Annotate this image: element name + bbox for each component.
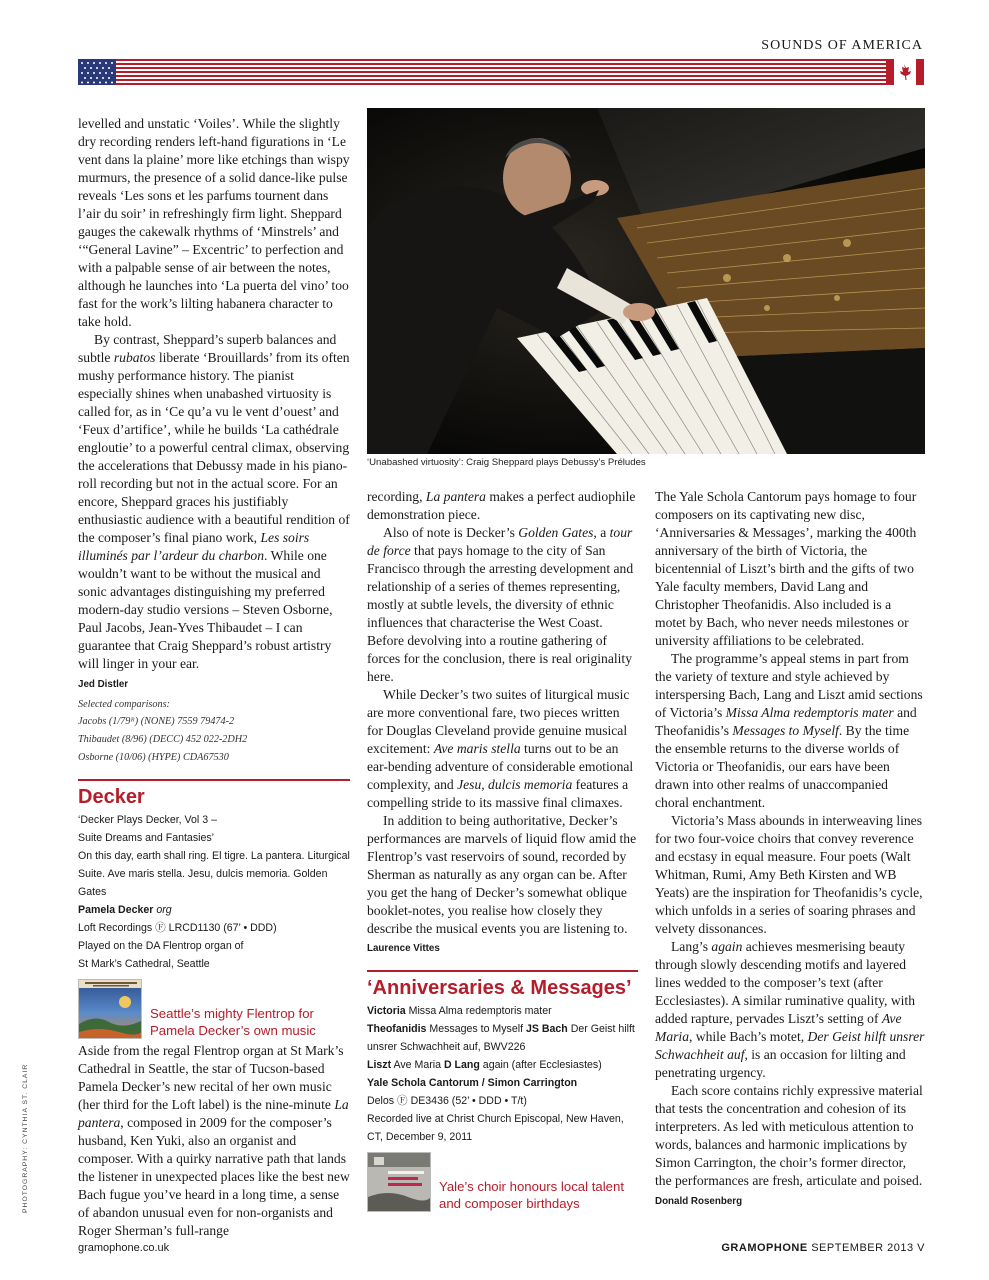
body-paragraph: By contrast, Sheppard’s superb balances and subtle rubatos liberate ‘Brouillards’ from its often mushy performance history. The pianist especially shines when unabashed virtuosity is called for, as in ‘Ce qu’a vu le vent d’ouest’ and ‘Feux d’artifice’, while he builds ‘La cathédrale engloutie’ to a powerful central climax, observing the accelerations that Debussy made in his piano-roll recording but not in the actual score. For an encore, Sheppard graces his justifiably enthusiastic audience with a beautiful rendition of the composer’s final piano work, Les soirs illuminés par l’ardeur du charbon. While one wouldn’t want to be without the musical and sonic advantages distinguishing my preferred modern-day studio versions – Steven Osborne, Paul Jacobs, Jean-Yves Thibaudet – I can guarantee that Craig Sheppard’s robust artistry will linger in your ear.: [78, 332, 350, 671]
album-label: Loft Recordings Ⓕ LRCD1130 (67’ • DDD): [78, 922, 277, 934]
column-left: [78, 115, 350, 1240]
canada-flag-icon: [886, 59, 924, 85]
review-header-decker: [78, 779, 350, 809]
comparisons-heading: Selected comparisons:: [78, 699, 170, 710]
reviewer-byline: Laurence Vittes: [367, 943, 440, 954]
us-flag-canton-icon: [78, 59, 116, 85]
review-title: ‘Anniversaries & Messages’: [367, 977, 632, 999]
body-paragraph: recording, La pantera makes a perfect audiophile demonstration piece.: [367, 489, 636, 522]
body-paragraph: In addition to being authoritative, Decker’s performances are marvels of liquid flow amid the Flentrop’s vast reservoirs of sound, recorded by Sherman as naturally as any organ can be. After you get the hang of Decker’s somewhat oblique booklet-notes, you realise how closely they describe the musical events you are listening to. Laurence Vittes: [367, 813, 637, 954]
review-title: Decker: [78, 786, 145, 808]
comparison-item: Jacobs (1/79ᴿ) (NONE) 7559 79474-2: [78, 716, 235, 727]
comparison-item: Thibaudet (8/96) (DECC) 452 022-2DH2: [78, 734, 248, 745]
album-cover-row: [367, 1152, 638, 1212]
album-cover-row: [78, 979, 350, 1039]
album-venue: St Mark’s Cathedral, Seattle: [78, 958, 210, 970]
album-info: [78, 811, 350, 973]
issue-date: SEPTEMBER 2013: [807, 1242, 918, 1254]
photo-caption: ‘Unabashed virtuosity’: Craig Sheppard plays Debussy’s Préludes: [367, 457, 646, 468]
review-header-anniversaries: [367, 970, 638, 1000]
website-footer: gramophone.co.uk: [78, 1242, 170, 1254]
album-cover-image: [78, 979, 142, 1039]
album-info: [367, 1002, 638, 1146]
album-cover-image: [367, 1152, 431, 1212]
body-paragraph: Aside from the regal Flentrop organ at St Mark’s Cathedral in Seattle, the star of Tucson-based Pamela Decker’s new recital of her own music (her third for the Loft label) is the nine-minute La pantera, composed in 2009 for the composer’s husband, Ken Yuki, also an organist and composer. With a quirky narrative path that lands the listener in unexpected places like the best new Bach fugue you’ve heard in a long time, a sense of abandon unusual even for non-organists and Roger Sherman’s full-range: [78, 1043, 350, 1238]
album-works: On this day, earth shall ring. El tigre. La pantera. Liturgical Suite. Ave maris stella. Jesu, dulcis memoria. Golden Gates: [78, 850, 350, 898]
reviewer-byline: Donald Rosenberg: [655, 1196, 743, 1207]
body-paragraph: While Decker’s two suites of liturgical music are more conventional fare, two pieces written for Douglas Cleveland provide genuine musical excitement: Ave maris stella turns out to be an ear-bending adventure of considerable emotional complexity, and Jesu, dulcis memoria features a compelling stride to its massive final climaxes.: [367, 687, 634, 810]
album-venue: Played on the DA Flentrop organ of: [78, 940, 244, 952]
album-artist: Pamela Decker org: [78, 904, 172, 916]
album-title-line: ‘Decker Plays Decker, Vol 3 –: [78, 814, 217, 826]
review-teaser: Seattle’s mighty Flentrop for Pamela Decker’s own music: [150, 1006, 316, 1038]
album-label: Delos Ⓕ DE3436 (52’ • DDD • T/t): [367, 1095, 527, 1107]
reviewer-byline: Jed Distler: [78, 679, 129, 690]
issue-footer: [721, 1242, 925, 1254]
body-paragraph: Lang’s again achieves mesmerising beauty through slowly descending motifs and layered lines wedded to the composer’s text (after Ecclesiastes). A similar ruminative quality, with added rapture, pervades Liszt’s setting of Ave Maria, while Bach’s motet, Der Geist hilft unsrer Schwachheit auf, is an occasion for lilting and penetrating urgency.: [655, 939, 925, 1080]
review-teaser: Yale’s choir honours local talent and composer birthdays: [439, 1179, 624, 1211]
album-title-line: Suite Dreams and Fantasies’: [78, 832, 215, 844]
pianist-photo: [367, 108, 925, 454]
photo-credit: PHOTOGRAPHY: CYNTHIA ST. CLAIR: [22, 1063, 29, 1213]
body-paragraph: Each score contains richly expressive material that tests the concentration and cohesion of its interpreters. As led with meticulous attention to words, balances and harmonic implications by Simon Carrington, the choir’s former director, the performances are fresh, articulate and poised.: [655, 1083, 923, 1188]
comparison-item: Osborne (10/06) (HYPE) CDA67530: [78, 752, 229, 763]
column-middle: [367, 488, 638, 1215]
album-artist: Yale Schola Cantorum / Simon Carrington: [367, 1077, 578, 1089]
album-works: Theofanidis Messages to Myself JS Bach Der Geist hilft unsrer Schwachheit auf, BWV226: [367, 1023, 635, 1053]
body-paragraph: Victoria’s Mass abounds in interweaving lines for two four-voice choirs that convey reverence and ecstasy in equal measure. Four poets (Walt Whitman, Rumi, Amy Beth Kirsten and WB Yeats) are the inspiration for Theofanidis’s cycle, which unfolds in a series of soaring phrases and velvety dissonances.: [655, 813, 923, 936]
column-right: [655, 488, 925, 1210]
page-number: V: [917, 1242, 925, 1254]
body-paragraph: The Yale Schola Cantorum pays homage to four composers on its captivating new disc, ‘Anniversaries & Messages’, marking the 400th anniversary of the birth of Victoria, the bicentennial of Liszt’s birth and the gifts of two Yale faculty members, David Lang and Christopher Theofanidis. Also included is a motet by Bach, who never needs milestones or university affiliations to be celebrated.: [655, 489, 917, 648]
body-paragraph: levelled and unstatic ‘Voiles’. While the slightly dry recording renders left-hand figurations in ‘Le vent dans la plaine’ more like etchings than wispy murmurs, the presence of a solid dance-like pulse reveals ‘Les sons et les parfums tournent dans l’air du soir’ in refreshingly firm light. Sheppard gauges the cakewalk rhythms of ‘Minstrels’ and ‘“General Lavine” – Excentric’ to perfection and with a palpable sense of air between the notes, although he launches into ‘La puerta del vino’ too fast for the work’s lilting habanera character to take hold.: [78, 116, 350, 329]
section-title: SOUNDS OF AMERICA: [761, 38, 923, 53]
body-paragraph: The programme’s appeal stems in part from the variety of texture and style achieved by interspersing Bach, Lang and Liszt amid sections of Victoria’s Missa Alma redemptoris mater and Theofanidis’s Messages to Myself. By the time the ensemble returns to the diverse worlds of Victoria or Theofanidis, our ears have been drawn into other realms of unaccompanied choral enchantment.: [655, 651, 923, 810]
album-works: Victoria Missa Alma redemptoris mater: [367, 1005, 552, 1017]
magazine-name: GRAMOPHONE: [721, 1242, 808, 1254]
album-venue: Recorded live at Christ Church Episcopal, New Haven, CT, December 9, 2011: [367, 1113, 624, 1143]
album-works: Liszt Ave Maria D Lang again (after Ecclesiastes): [367, 1059, 602, 1071]
body-paragraph: Also of note is Decker’s Golden Gates, a tour de force that pays homage to the city of San Francisco through the arresting development and relationship of a series of themes representing, mostly at subtle levels, the diversity of ethnic influences that characterise the West Coast. Before devolving into a routine gathering of forces for the conclusion, there is real originality here.: [367, 525, 634, 684]
stars-stripes-banner: [78, 59, 924, 85]
